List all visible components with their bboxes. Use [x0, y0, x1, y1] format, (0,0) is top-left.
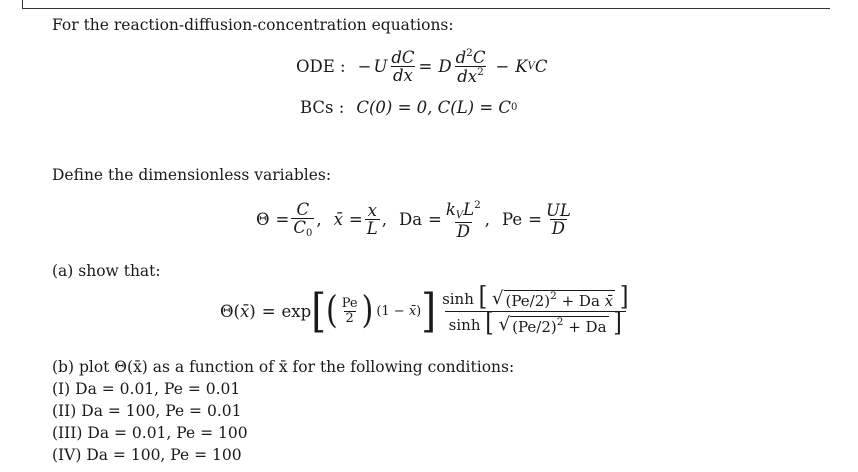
da-fraction: $\frac{kVL^2}{D}$	[445, 199, 481, 241]
condition-item: (I) Da = 0.01, Pe = 0.01	[52, 380, 241, 398]
theta-fraction: $\frac{C}{C0}$	[293, 199, 313, 239]
solution-formula: Θ ( x̄ ) = exp [ ( $\frac{Pe}{2}$ ) (1 − x̄) ] sinh [ √ $(Pe/2)^2 + Da$ x̄ ] sinh [ √ $(Pe/2)^2 + Da$ ]	[220, 280, 635, 342]
dimensionless-definitions: Θ = $\frac{C}{C0}$ , x̄ = $\frac{x}{L}$ , Da = $\frac{kVL^2}{D}$ , Pe = $\frac{UL}{D}$	[256, 199, 571, 241]
top-rule	[22, 8, 830, 9]
bcs-text: C(0) = 0, C(L) = C	[356, 98, 512, 117]
pe-half-fraction: $\frac{Pe}{2}$	[341, 295, 358, 326]
condition-item: (III) Da = 0.01, Pe = 100	[52, 424, 248, 442]
bcs-equation: BCs : C(0) = 0, C(L) = C 0	[300, 98, 518, 117]
define-text: Define the dimensionless variables:	[52, 166, 332, 184]
intro-text: For the reaction-diffusion-concentration equations:	[52, 16, 454, 34]
ode-equation: ODE : − U $\frac{dC}{dx}$ = D $\frac{d^2C}{dx^2}$ − K V C	[296, 47, 548, 87]
d2c-dx2-fraction: $\frac{d^2C}{dx^2}$	[455, 47, 486, 87]
xbar-fraction: $\frac{x}{L}$	[366, 201, 378, 239]
bcs-label: BCs :	[300, 98, 345, 117]
pe-fraction: $\frac{UL}{D}$	[545, 201, 571, 239]
dc-dx-fraction: $\frac{dC}{dx}$	[391, 48, 415, 86]
sinh-ratio: sinh [ √ $(Pe/2)^2 + Da$ x̄ ] sinh [ √ $(Pe/2)^2 + Da$ ]	[442, 282, 629, 338]
ode-label: ODE :	[296, 57, 346, 77]
top-left-tick	[22, 0, 23, 9]
part-b-text: (b) plot Θ(x̄) as a function of x̄ for the following conditions:	[52, 358, 515, 376]
part-a-text: (a) show that:	[52, 262, 161, 280]
condition-item: (II) Da = 100, Pe = 0.01	[52, 402, 242, 420]
condition-item: (IV) Da = 100, Pe = 100	[52, 446, 242, 464]
